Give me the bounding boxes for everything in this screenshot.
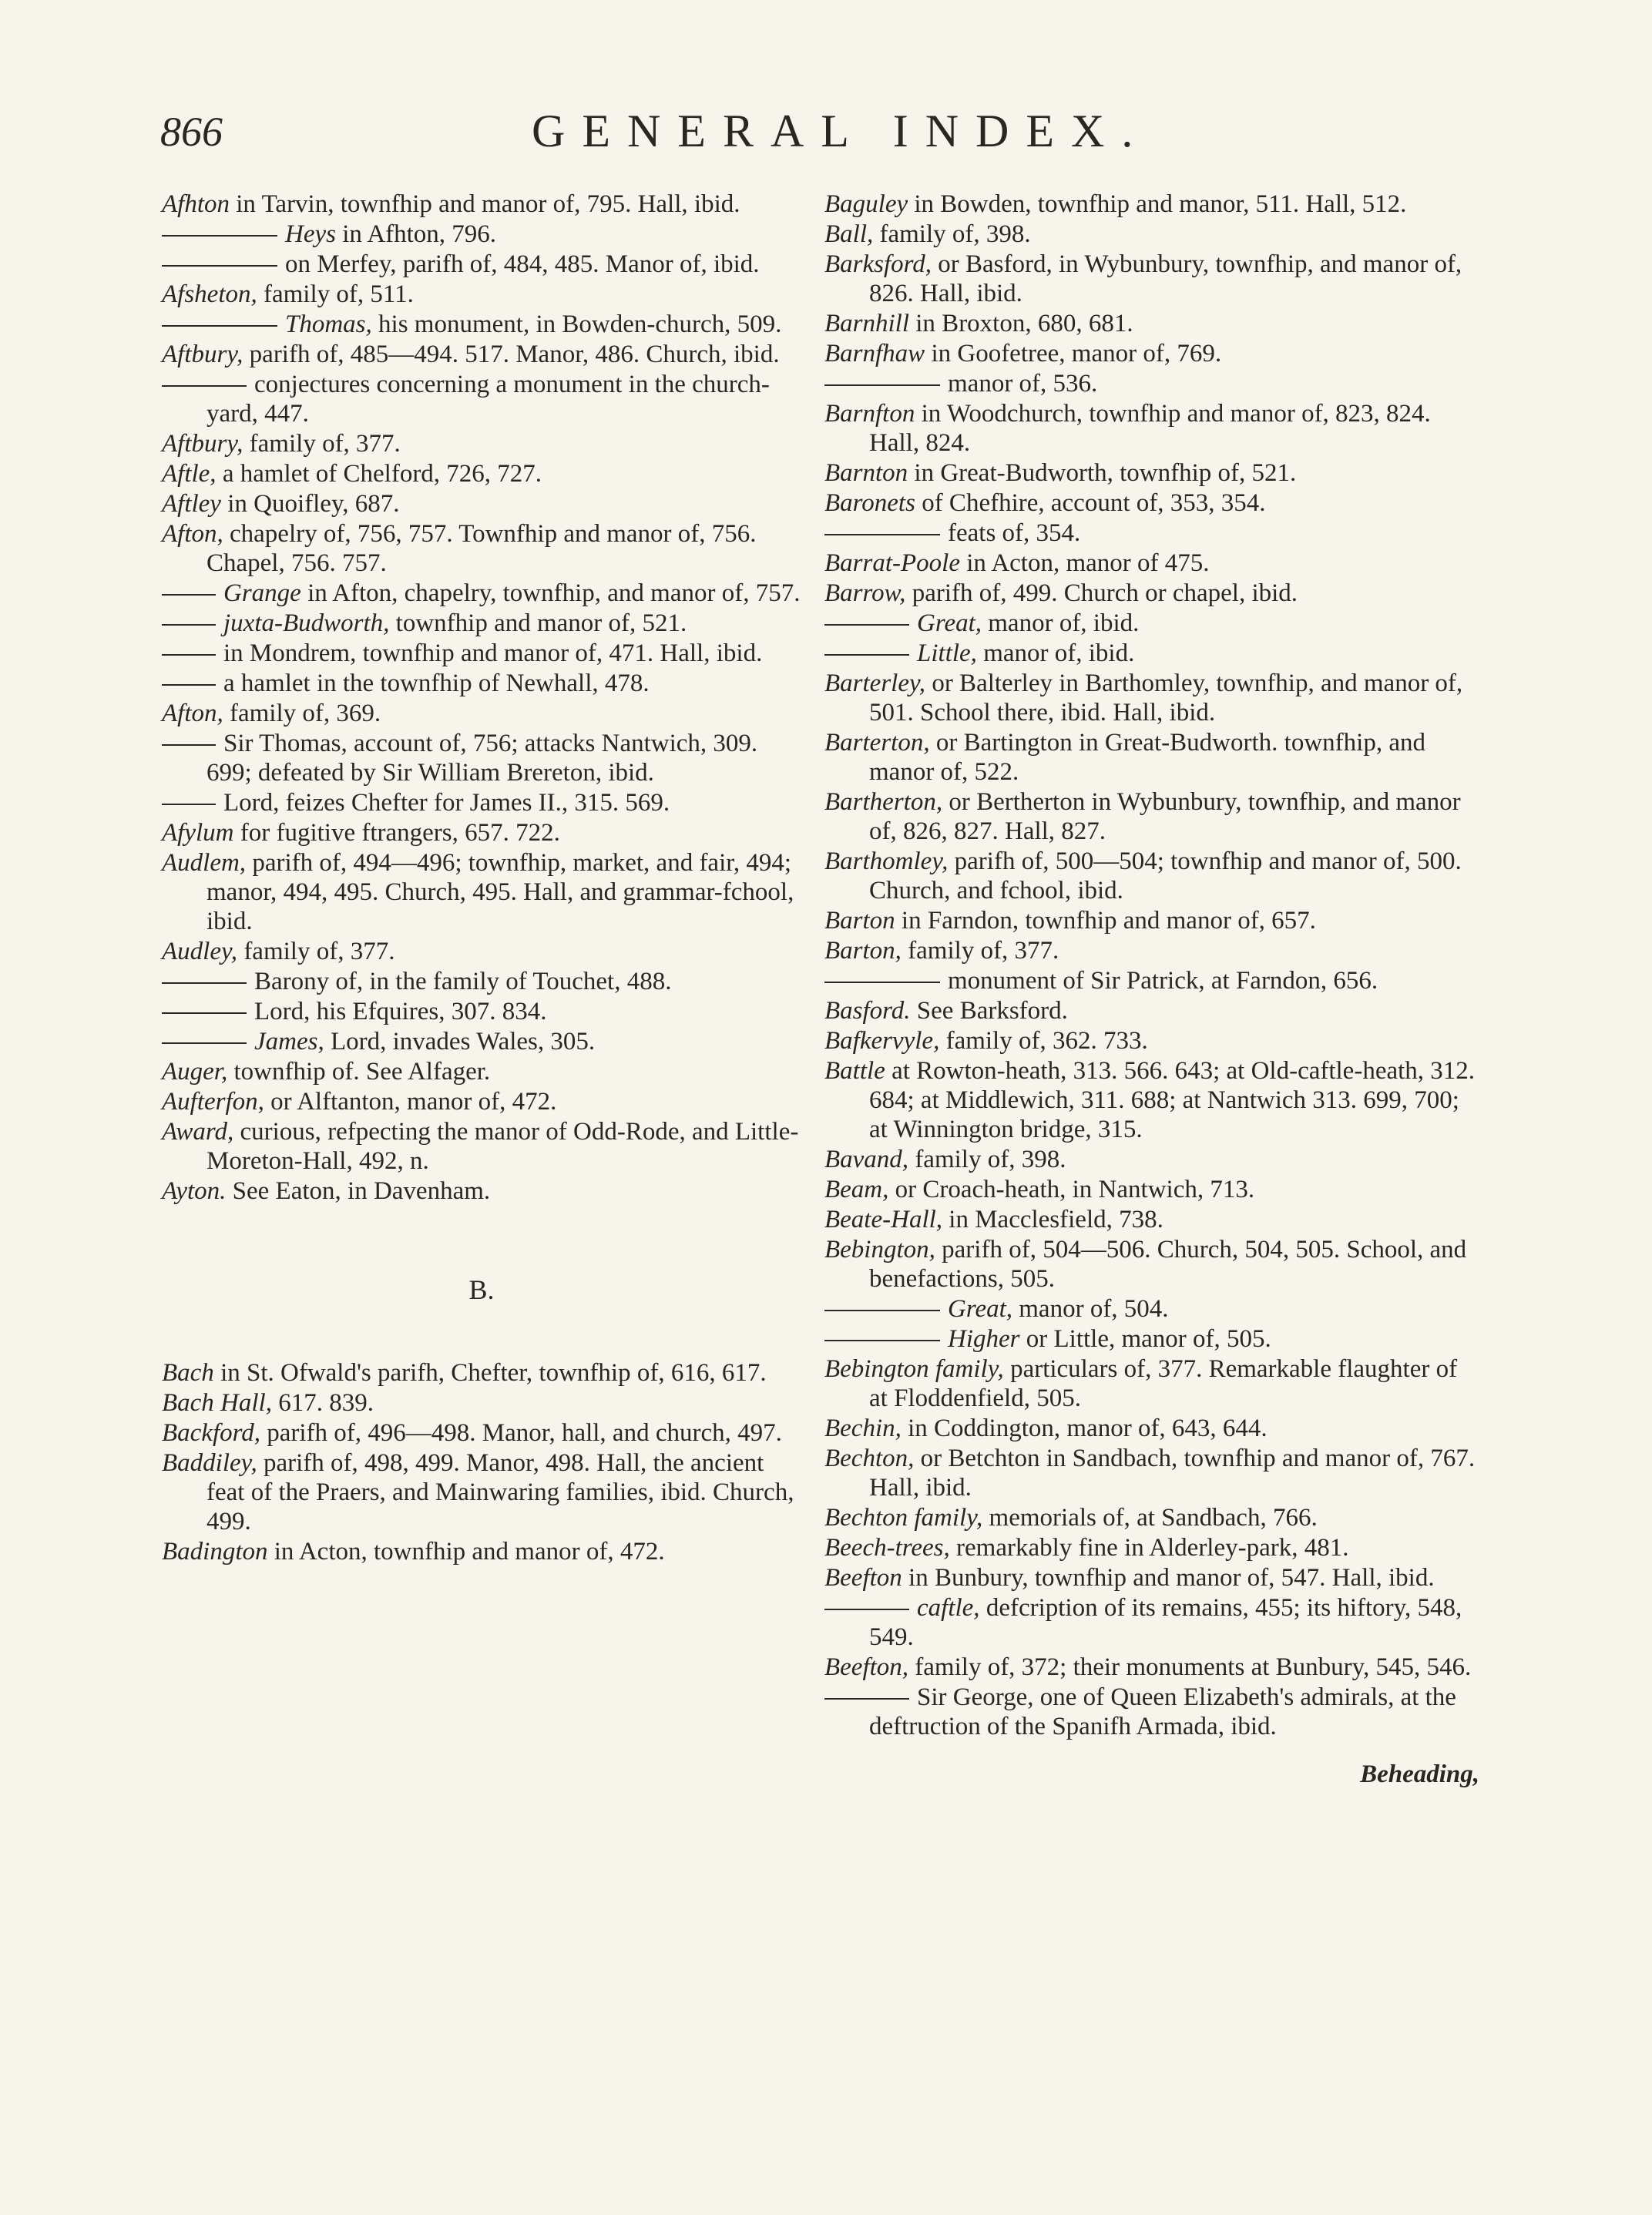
ditto-rule xyxy=(162,1012,247,1014)
entry-heading: caftle, xyxy=(917,1594,980,1622)
entry-heading: Bebington family, xyxy=(824,1355,1004,1383)
index-entry xyxy=(162,250,801,279)
index-entry xyxy=(162,1418,801,1448)
ditto-rule xyxy=(824,654,909,656)
index-entry xyxy=(824,1294,1479,1324)
page-title: GENERAL INDEX. xyxy=(532,106,1150,156)
entry-heading: James, xyxy=(254,1028,324,1055)
index-entry xyxy=(824,1414,1479,1443)
index-entry xyxy=(824,488,1479,518)
ditto-rule xyxy=(162,385,247,387)
entry-text: Lord, invades Wales, 305. xyxy=(324,1028,596,1055)
entry-text: See Eaton, in Davenham. xyxy=(226,1177,491,1205)
index-entry xyxy=(824,1593,1479,1652)
entry-heading: Bach xyxy=(162,1359,214,1387)
entry-heading: Bechton, xyxy=(824,1445,915,1472)
entry-heading: Afhton xyxy=(162,190,230,218)
entry-text: parifh of, 498, 499. Manor, 498. Hall, the ancient feat of the Praers, and Mainwaring families, ibid. Church, 499. xyxy=(206,1449,794,1535)
ditto-rule xyxy=(162,982,247,984)
index-entry xyxy=(824,669,1479,727)
entry-text: family of, 377. xyxy=(243,430,401,458)
entry-heading: Barrat-Poole xyxy=(824,549,960,577)
ditto-rule xyxy=(824,384,940,386)
entry-text: in Acton, townfhip and manor of, 472. xyxy=(267,1538,665,1566)
entry-heading: Higher xyxy=(948,1325,1020,1353)
entry-text: in Afton, chapelry, townfhip, and manor of, 757. xyxy=(301,579,801,607)
entry-list-right xyxy=(824,190,1479,1741)
entry-text: in Woodchurch, townfhip and manor of, 823, 824. Hall, 824. xyxy=(869,400,1431,457)
entry-heading: Baguley xyxy=(824,190,908,218)
entry-heading: Barrow, xyxy=(824,579,906,607)
entry-heading: Ball, xyxy=(824,220,874,248)
entry-text: or Bertherton in Wybunbury, townfhip, and manor of, 826, 827. Hall, 827. xyxy=(869,788,1461,845)
ditto-rule xyxy=(162,1042,247,1044)
entry-heading: Afylum xyxy=(162,819,234,847)
entry-text: or Basford, in Wybunbury, townfhip, and manor of, 826. Hall, ibid. xyxy=(869,250,1462,307)
entry-text: manor of, 536. xyxy=(948,370,1098,398)
index-entry xyxy=(162,1537,801,1566)
page-number: 866 xyxy=(160,109,223,155)
entry-text: in Acton, manor of 475. xyxy=(959,549,1210,577)
entry-heading: Battle xyxy=(824,1057,885,1085)
entry-heading: Bach Hall, xyxy=(162,1389,272,1417)
index-entry xyxy=(162,579,801,608)
entry-text: townfhip of. See Alfager. xyxy=(227,1058,491,1086)
index-entry xyxy=(824,728,1479,787)
ditto-rule xyxy=(824,534,940,535)
entry-text: feats of, 354. xyxy=(948,519,1081,547)
ditto-rule xyxy=(824,1698,909,1700)
entry-text: in Tarvin, townfhip and manor of, 795. Hall, ibid. xyxy=(230,190,740,218)
entry-heading: Aftley xyxy=(162,490,221,518)
entry-heading: Basford. xyxy=(824,997,911,1025)
entry-list-b xyxy=(162,1358,801,1566)
entry-text: parifh of, 499. Church or chapel, ibid. xyxy=(905,579,1298,607)
entry-heading: Barnhill xyxy=(824,310,910,337)
entry-text: manor of, 504. xyxy=(1012,1295,1169,1323)
entry-text: Sir Thomas, account of, 756; attacks Nantwich, 309. 699; defeated by Sir William Brereton, ibid. xyxy=(206,730,758,787)
ditto-rule xyxy=(824,624,909,626)
entry-text: or Betchton in Sandbach, townfhip and manor of, 767. Hall, ibid. xyxy=(869,1445,1476,1502)
entry-heading: Audley, xyxy=(162,938,238,965)
entry-heading: Aftbury, xyxy=(162,430,243,458)
entry-text: or Croach-heath, in Nantwich, 713. xyxy=(888,1176,1255,1203)
entry-text: or Balterley in Barthomley, townfhip, and manor of, 501. School there, ibid. Hall, ibid. xyxy=(869,670,1463,727)
index-entry xyxy=(162,489,801,519)
ditto-rule xyxy=(824,982,940,983)
index-entry xyxy=(824,519,1479,548)
ditto-rule xyxy=(162,594,216,596)
ditto-rule xyxy=(162,654,216,656)
index-entry xyxy=(824,609,1479,638)
entry-heading: Beefton, xyxy=(824,1653,909,1681)
entry-heading: Great, xyxy=(917,609,982,637)
entry-heading: Afsheton, xyxy=(162,280,257,308)
entry-heading: Barton xyxy=(824,907,895,935)
entry-heading: Great, xyxy=(948,1295,1013,1323)
entry-heading: Barnfhaw xyxy=(824,340,925,367)
index-entry xyxy=(824,369,1479,398)
index-entry xyxy=(824,906,1479,935)
index-entry xyxy=(824,1175,1479,1204)
index-entry xyxy=(162,459,801,488)
entry-text: at Rowton-heath, 313. 566. 643; at Old-caftle-heath, 312. 684; at Middlewich, 311. 688; at Nantwich 313. 699, 700; at Winnington bridge, 315. xyxy=(869,1057,1476,1143)
section-letter: B. xyxy=(468,1274,495,1305)
entry-text: or Little, manor of, 505. xyxy=(1019,1325,1271,1353)
index-entry xyxy=(162,818,801,847)
entry-text: a hamlet in the townfhip of Newhall, 478. xyxy=(223,670,650,697)
entry-text: townfhip and manor of, 521. xyxy=(389,609,687,637)
entry-text: a hamlet of Chelford, 726, 727. xyxy=(216,460,542,488)
entry-heading: Baronets xyxy=(824,489,915,517)
entry-text: or Bartington in Great-Budworth. townfhip, and manor of, 522. xyxy=(869,729,1425,786)
ditto-rule xyxy=(824,1340,940,1341)
entry-text: in Quoifley, 687. xyxy=(220,490,400,518)
entry-heading: Thomas, xyxy=(285,310,372,338)
index-entry xyxy=(162,280,801,309)
entry-text: 617. 839. xyxy=(271,1389,374,1417)
entry-text: Barony of, in the family of Touchet, 488. xyxy=(254,968,672,995)
right-column xyxy=(824,190,1479,1789)
entry-heading: Aufterfon, xyxy=(162,1088,264,1116)
entry-text: in Bowden, townfhip and manor, 511. Hall, 512. xyxy=(908,190,1407,218)
index-entry xyxy=(162,669,801,698)
entry-text: particulars of, 377. Remarkable flaughter of at Floddenfield, 505. xyxy=(869,1355,1458,1412)
index-entry xyxy=(162,937,801,966)
entry-heading: Barthomley, xyxy=(824,847,949,875)
entry-text: family of, 398. xyxy=(908,1146,1066,1173)
index-entry xyxy=(824,847,1479,905)
ditto-rule xyxy=(162,235,277,237)
entry-heading: Bechton family, xyxy=(824,1504,983,1532)
index-entry xyxy=(162,1057,801,1086)
entry-text: in Broxton, 680, 681. xyxy=(909,310,1133,337)
entry-text: his monument, in Bowden-church, 509. xyxy=(371,310,782,338)
index-entry xyxy=(162,729,801,787)
entry-text: manor of, ibid. xyxy=(982,609,1140,637)
index-entry xyxy=(162,220,801,249)
entry-heading: juxta-Budworth, xyxy=(223,609,390,637)
ditto-rule xyxy=(162,325,277,327)
entry-heading: Beech-trees, xyxy=(824,1534,950,1562)
index-entry xyxy=(824,1056,1479,1144)
entry-text: of Chefhire, account of, 353, 354. xyxy=(915,489,1266,517)
index-entry xyxy=(824,1683,1479,1741)
entry-text: manor of, ibid. xyxy=(976,639,1135,667)
entry-text: parifh of, 500—504; townfhip and manor of, 500. Church, and fchool, ibid. xyxy=(869,847,1462,904)
entry-text: family of, 511. xyxy=(257,280,414,308)
index-entry xyxy=(824,1503,1479,1532)
index-entry xyxy=(824,399,1479,458)
index-entry xyxy=(824,1324,1479,1354)
index-entry xyxy=(162,519,801,578)
index-entry xyxy=(162,1448,801,1536)
index-entry xyxy=(824,996,1479,1025)
entry-text: family of, 362. 733. xyxy=(939,1027,1148,1055)
entry-heading: Barksford, xyxy=(824,250,932,278)
index-entry xyxy=(162,997,801,1026)
index-entry xyxy=(824,1145,1479,1174)
entry-text: Lord, feizes Chefter for James II., 315. 569. xyxy=(223,789,670,817)
index-entry xyxy=(162,699,801,728)
entry-heading: Barterton, xyxy=(824,729,930,757)
entry-heading: Baddiley, xyxy=(162,1449,257,1477)
entry-text: in Mondrem, townfhip and manor of, 471. Hall, ibid. xyxy=(223,639,763,667)
entry-heading: Backford, xyxy=(162,1419,260,1447)
left-column xyxy=(162,190,801,1567)
catchword: Beheading, xyxy=(1360,1760,1479,1788)
ditto-rule xyxy=(162,684,216,686)
ditto-rule xyxy=(162,624,216,626)
entry-heading: Barterley, xyxy=(824,670,926,697)
index-entry xyxy=(162,1087,801,1116)
entry-text: chapelry of, 756, 757. Townfhip and manor of, 756. Chapel, 756. 757. xyxy=(206,520,757,577)
index-entry xyxy=(162,788,801,817)
index-entry xyxy=(824,220,1479,249)
entry-text: for fugitive ftrangers, 657. 722. xyxy=(233,819,560,847)
index-entry xyxy=(162,340,801,369)
entry-heading: Bavand, xyxy=(824,1146,909,1173)
entry-heading: Grange xyxy=(223,579,301,607)
index-entry xyxy=(162,1027,801,1056)
index-entry xyxy=(824,1205,1479,1234)
index-entry xyxy=(824,250,1479,308)
entry-text: in Coddington, manor of, 643, 644. xyxy=(901,1415,1268,1442)
ditto-rule xyxy=(824,1310,940,1311)
index-entry xyxy=(162,848,801,936)
entry-text: in Farndon, townfhip and manor of, 657. xyxy=(895,907,1316,935)
index-entry xyxy=(824,579,1479,608)
entry-heading: Ayton. xyxy=(162,1177,227,1205)
entry-heading: Beam, xyxy=(824,1176,889,1203)
entry-heading: Barnton xyxy=(824,459,908,487)
entry-heading: Bebington, xyxy=(824,1236,935,1264)
entry-text: in Macclesfield, 738. xyxy=(942,1206,1163,1233)
index-entry xyxy=(162,1358,801,1388)
entry-text: remarkably fine in Alderley-park, 481. xyxy=(949,1534,1349,1562)
entry-heading: Afton, xyxy=(162,700,223,727)
entry-text: on Merfey, parifh of, 484, 485. Manor of, ibid. xyxy=(285,250,760,278)
entry-heading: Little, xyxy=(917,639,977,667)
entry-heading: Heys xyxy=(285,220,336,248)
index-entry xyxy=(824,339,1479,368)
entry-text: See Barksford. xyxy=(910,997,1068,1025)
entry-text: curious, refpecting the manor of Odd-Rode, and Little-Moreton-Hall, 492, n. xyxy=(206,1118,799,1175)
index-entry xyxy=(824,458,1479,488)
index-entry xyxy=(162,639,801,668)
entry-text: conjectures concerning a monument in the church-yard, 447. xyxy=(206,371,770,428)
entry-list-a xyxy=(162,190,801,1206)
entry-text: Sir George, one of Queen Elizabeth's admirals, at the deftruction of the Spanifh Armada, ibid. xyxy=(869,1683,1456,1740)
entry-text: monument of Sir Patrick, at Farndon, 656. xyxy=(948,967,1378,995)
entry-text: parifh of, 494—496; townfhip, market, and fair, 494; manor, 494, 495. Church, 495. Hall, and grammar-fchool, ibid. xyxy=(206,849,794,935)
entry-heading: Barton, xyxy=(824,937,902,965)
entry-text: parifh of, 485—494. 517. Manor, 486. Church, ibid. xyxy=(243,341,780,368)
index-entry xyxy=(162,370,801,428)
index-entry xyxy=(162,967,801,996)
entry-text: parifh of, 496—498. Manor, hall, and church, 497. xyxy=(260,1419,782,1447)
entry-heading: Bartherton, xyxy=(824,788,943,816)
entry-heading: Auger, xyxy=(162,1058,228,1086)
index-entry xyxy=(162,609,801,638)
entry-heading: Bechin, xyxy=(824,1415,902,1442)
index-entry xyxy=(824,787,1479,846)
entry-heading: Beefton xyxy=(824,1564,902,1592)
entry-text: family of, 372; their monuments at Bunbury, 545, 546. xyxy=(908,1653,1472,1681)
ditto-rule xyxy=(162,804,216,805)
index-entry xyxy=(824,1026,1479,1055)
index-entry xyxy=(824,1354,1479,1413)
index-entry xyxy=(824,966,1479,995)
ditto-rule xyxy=(824,1609,909,1610)
entry-text: family of, 377. xyxy=(237,938,395,965)
entry-heading: Beate-Hall, xyxy=(824,1206,943,1233)
entry-heading: Audlem, xyxy=(162,849,247,877)
index-entry xyxy=(824,549,1479,578)
entry-heading: Bafkervyle, xyxy=(824,1027,940,1055)
entry-text: in Bunbury, townfhip and manor of, 547. Hall, ibid. xyxy=(902,1564,1435,1592)
entry-heading: Aftle, xyxy=(162,460,217,488)
entry-heading: Afton, xyxy=(162,520,223,548)
index-entry xyxy=(824,190,1479,219)
entry-heading: Aftbury, xyxy=(162,341,243,368)
index-entry xyxy=(824,1444,1479,1502)
index-entry xyxy=(824,639,1479,668)
index-entry xyxy=(162,310,801,339)
entry-text: in St. Ofwald's parifh, Chefter, townfhip of, 616, 617. xyxy=(213,1359,767,1387)
entry-text: Lord, his Efquires, 307. 834. xyxy=(254,998,547,1025)
ditto-rule xyxy=(162,265,277,267)
index-entry xyxy=(824,309,1479,338)
index-entry xyxy=(162,429,801,458)
entry-heading: Badington xyxy=(162,1538,268,1566)
index-entry xyxy=(824,1563,1479,1592)
entry-text: memorials of, at Sandbach, 766. xyxy=(982,1504,1318,1532)
index-entry xyxy=(824,936,1479,965)
index-entry xyxy=(162,190,801,219)
entry-text: family of, 377. xyxy=(901,937,1059,965)
entry-text: family of, 398. xyxy=(873,220,1031,248)
entry-text: family of, 369. xyxy=(223,700,381,727)
entry-text: parifh of, 504—506. Church, 504, 505. School, and benefactions, 505. xyxy=(869,1236,1467,1293)
ditto-rule xyxy=(162,744,216,746)
entry-heading: Award, xyxy=(162,1118,234,1146)
entry-text: or Alftanton, manor of, 472. xyxy=(264,1088,557,1116)
index-entry xyxy=(162,1117,801,1176)
entry-text: in Great-Budworth, townfhip of, 521. xyxy=(908,459,1297,487)
entry-heading: Barnfton xyxy=(824,400,915,428)
index-entry xyxy=(824,1533,1479,1562)
index-entry xyxy=(824,1235,1479,1294)
entry-text: in Afhton, 796. xyxy=(335,220,497,248)
index-entry xyxy=(162,1176,801,1206)
entry-text: in Goofetree, manor of, 769. xyxy=(925,340,1222,367)
index-entry xyxy=(162,1388,801,1418)
index-entry xyxy=(824,1653,1479,1682)
entry-text: defcription of its remains, 455; its hiftory, 548, 549. xyxy=(869,1594,1462,1651)
